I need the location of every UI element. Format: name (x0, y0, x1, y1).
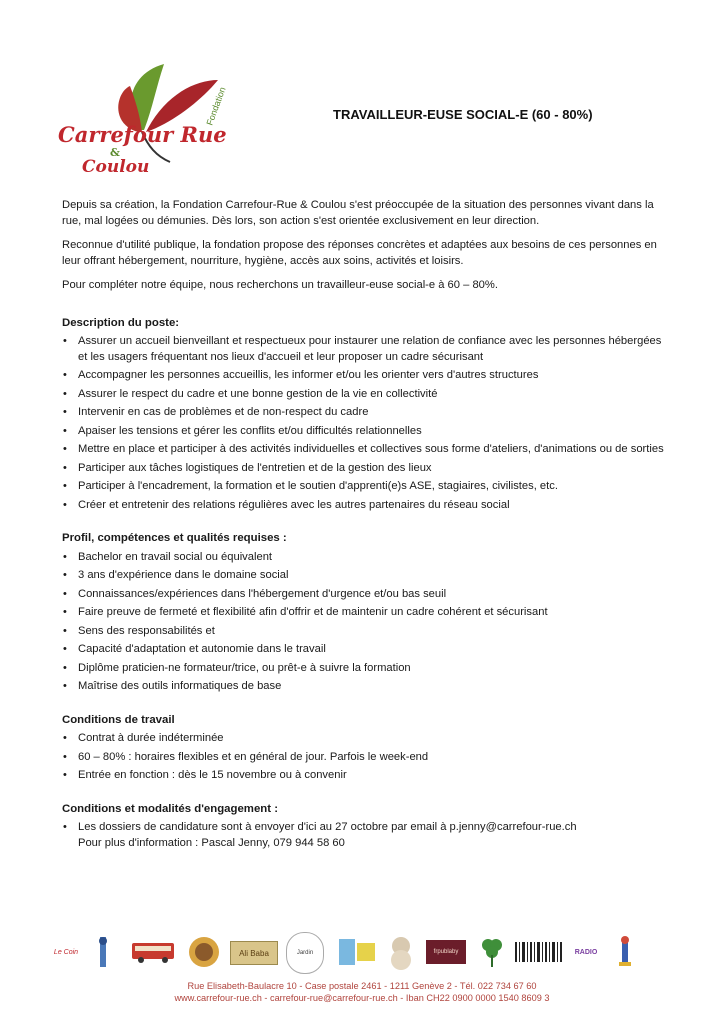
section-heading: Profil, compétences et qualités requises : (62, 532, 287, 544)
intro-paragraph-2: Reconnue d'utilité publique, la fondation propose des réponses concrètes et adaptées aux besoins de ces personnes en leur offrant hébergement, nourriture, hygiène, accès aux soins, activités et loisirs. (62, 239, 657, 267)
partner-logo-colorful (336, 932, 378, 972)
partner-logo-emblem (186, 932, 222, 972)
list-item: • Maîtrise des outils informatiques de base (62, 679, 668, 695)
partner-logo-bus (130, 932, 176, 972)
bullet-list (62, 550, 668, 695)
intro-paragraph-1: Depuis sa création, la Fondation Carrefour-Rue & Coulou s'est préoccupée de la situation des personnes vivant dans la rue, mal logées ou démunies. Dès lors, son action s'est orientée exclusivement en leur direction. (62, 199, 654, 227)
list-item: • Assurer un accueil bienveillant et respectueux pour instaurer une relation de confiance avec les personnes hébergées et les usagers fréquentant nos lieux d'accueil et leur proposer un cadre sécurisant (62, 334, 668, 365)
bullet-list (62, 731, 668, 784)
section-heading: Conditions de travail (62, 713, 175, 726)
list-item: • 3 ans d'expérience dans le domaine social (62, 568, 668, 584)
footer-contact: www.carrefour-rue.ch - carrefour-rue@carrefour-rue.ch - Iban CH22 0900 0000 1540 8609 3 (174, 993, 550, 1003)
foundation-logo (52, 58, 232, 178)
list-item: • Mettre en place et participer à des activités individuelles et collectives sous forme d'ateliers, d'animations ou de sorties (62, 442, 668, 458)
list-item: • Connaissances/expériences dans l'hébergement d'urgence et/ou bas seuil (62, 587, 668, 603)
list-item: • Contrat à durée indéterminée (62, 731, 668, 747)
list-item: • Apaiser les tensions et gérer les conflits et/ou difficultés relationnelles (62, 424, 668, 440)
bullet-list (62, 334, 668, 513)
partner-logo-clover (478, 932, 506, 972)
intro-paragraph-3: Pour compléter notre équipe, nous recherchons un travailleur-euse social-e à 60 – 80%. (62, 279, 498, 291)
list-item: • Assurer le respect du cadre et une bonne gestion de la vie en collectivité (62, 387, 668, 403)
partner-logos (48, 932, 654, 976)
list-item: • Accompagner les personnes accueillis, les informer et/ou les orienter vers d'autres structures (62, 368, 668, 384)
section-description (62, 316, 668, 514)
partner-logo-figure (94, 932, 112, 972)
list-item: • Sens des responsabilités et (62, 624, 668, 640)
bullet-list (62, 820, 668, 851)
list-item: • Entrée en fonction : dès le 15 novembre ou à convenir (62, 768, 668, 784)
brand-amp: & (110, 146, 120, 159)
document-body (62, 198, 668, 854)
partner-logo-ali-baba: Ali Baba (230, 941, 278, 965)
partner-logo-le-coin: Le Coin (53, 948, 79, 956)
partner-logo-jardin: Jardin (286, 932, 324, 974)
brand-fondation: Fondation (204, 85, 228, 127)
list-item: • Les dossiers de candidature sont à envoyer d'ici au 27 octobre par email à p.jenny@carrefour-rue.ch Pour plus d'information : Pascal Jenny, 079 944 58 60 (62, 820, 668, 851)
list-item: • Participer aux tâches logistiques de l'entretien et de la gestion des lieux (62, 461, 668, 477)
list-item: • Faire preuve de fermeté et flexibilité afin d'offrir et de maintenir un cadre cohérent et sécurisant (62, 605, 668, 621)
partner-logo-barcode (514, 932, 564, 972)
brand-line1: Carrefour Rue (58, 122, 227, 147)
section-heading: Conditions et modalités d'engagement : (62, 802, 278, 815)
brand-line2: Coulou (82, 157, 150, 177)
list-item: • Diplôme praticien-ne formateur/trice, ou prêt-e à suivre la formation (62, 661, 668, 677)
partner-logo-frpublaby: frpublaby (426, 940, 466, 964)
list-item: • Créer et entretenir des relations régulières avec les autres partenaires du réseau social (62, 498, 668, 514)
section-conditions (62, 713, 668, 784)
list-item: • 60 – 80% : horaires flexibles et en général de jour. Parfois le week-end (62, 750, 668, 766)
partner-logo-radio: RADIO (574, 948, 598, 956)
footer-address: Rue Elisabeth-Baulacre 10 - Case postale 2461 - 1211 Genève 2 - Tél. 022 734 67 60 (187, 981, 537, 991)
section-engagement (62, 802, 668, 852)
job-title: TRAVAILLEUR-EUSE SOCIAL-E (60 - 80%) (333, 107, 593, 122)
list-item: • Capacité d'adaptation et autonomie dans le travail (62, 642, 668, 658)
section-profile (62, 531, 668, 695)
list-item: • Bachelor en travail social ou équivalent (62, 550, 668, 566)
partner-logo-bear (386, 932, 416, 972)
partner-logo-figure-2 (614, 932, 636, 972)
list-item: • Participer à l'encadrement, la formation et le soutien d'apprenti(e)s ASE, stagiaires, civilistes, etc. (62, 479, 668, 495)
list-item: • Intervenir en cas de problèmes et de non-respect du cadre (62, 405, 668, 421)
section-heading: Description du poste: (62, 316, 180, 329)
